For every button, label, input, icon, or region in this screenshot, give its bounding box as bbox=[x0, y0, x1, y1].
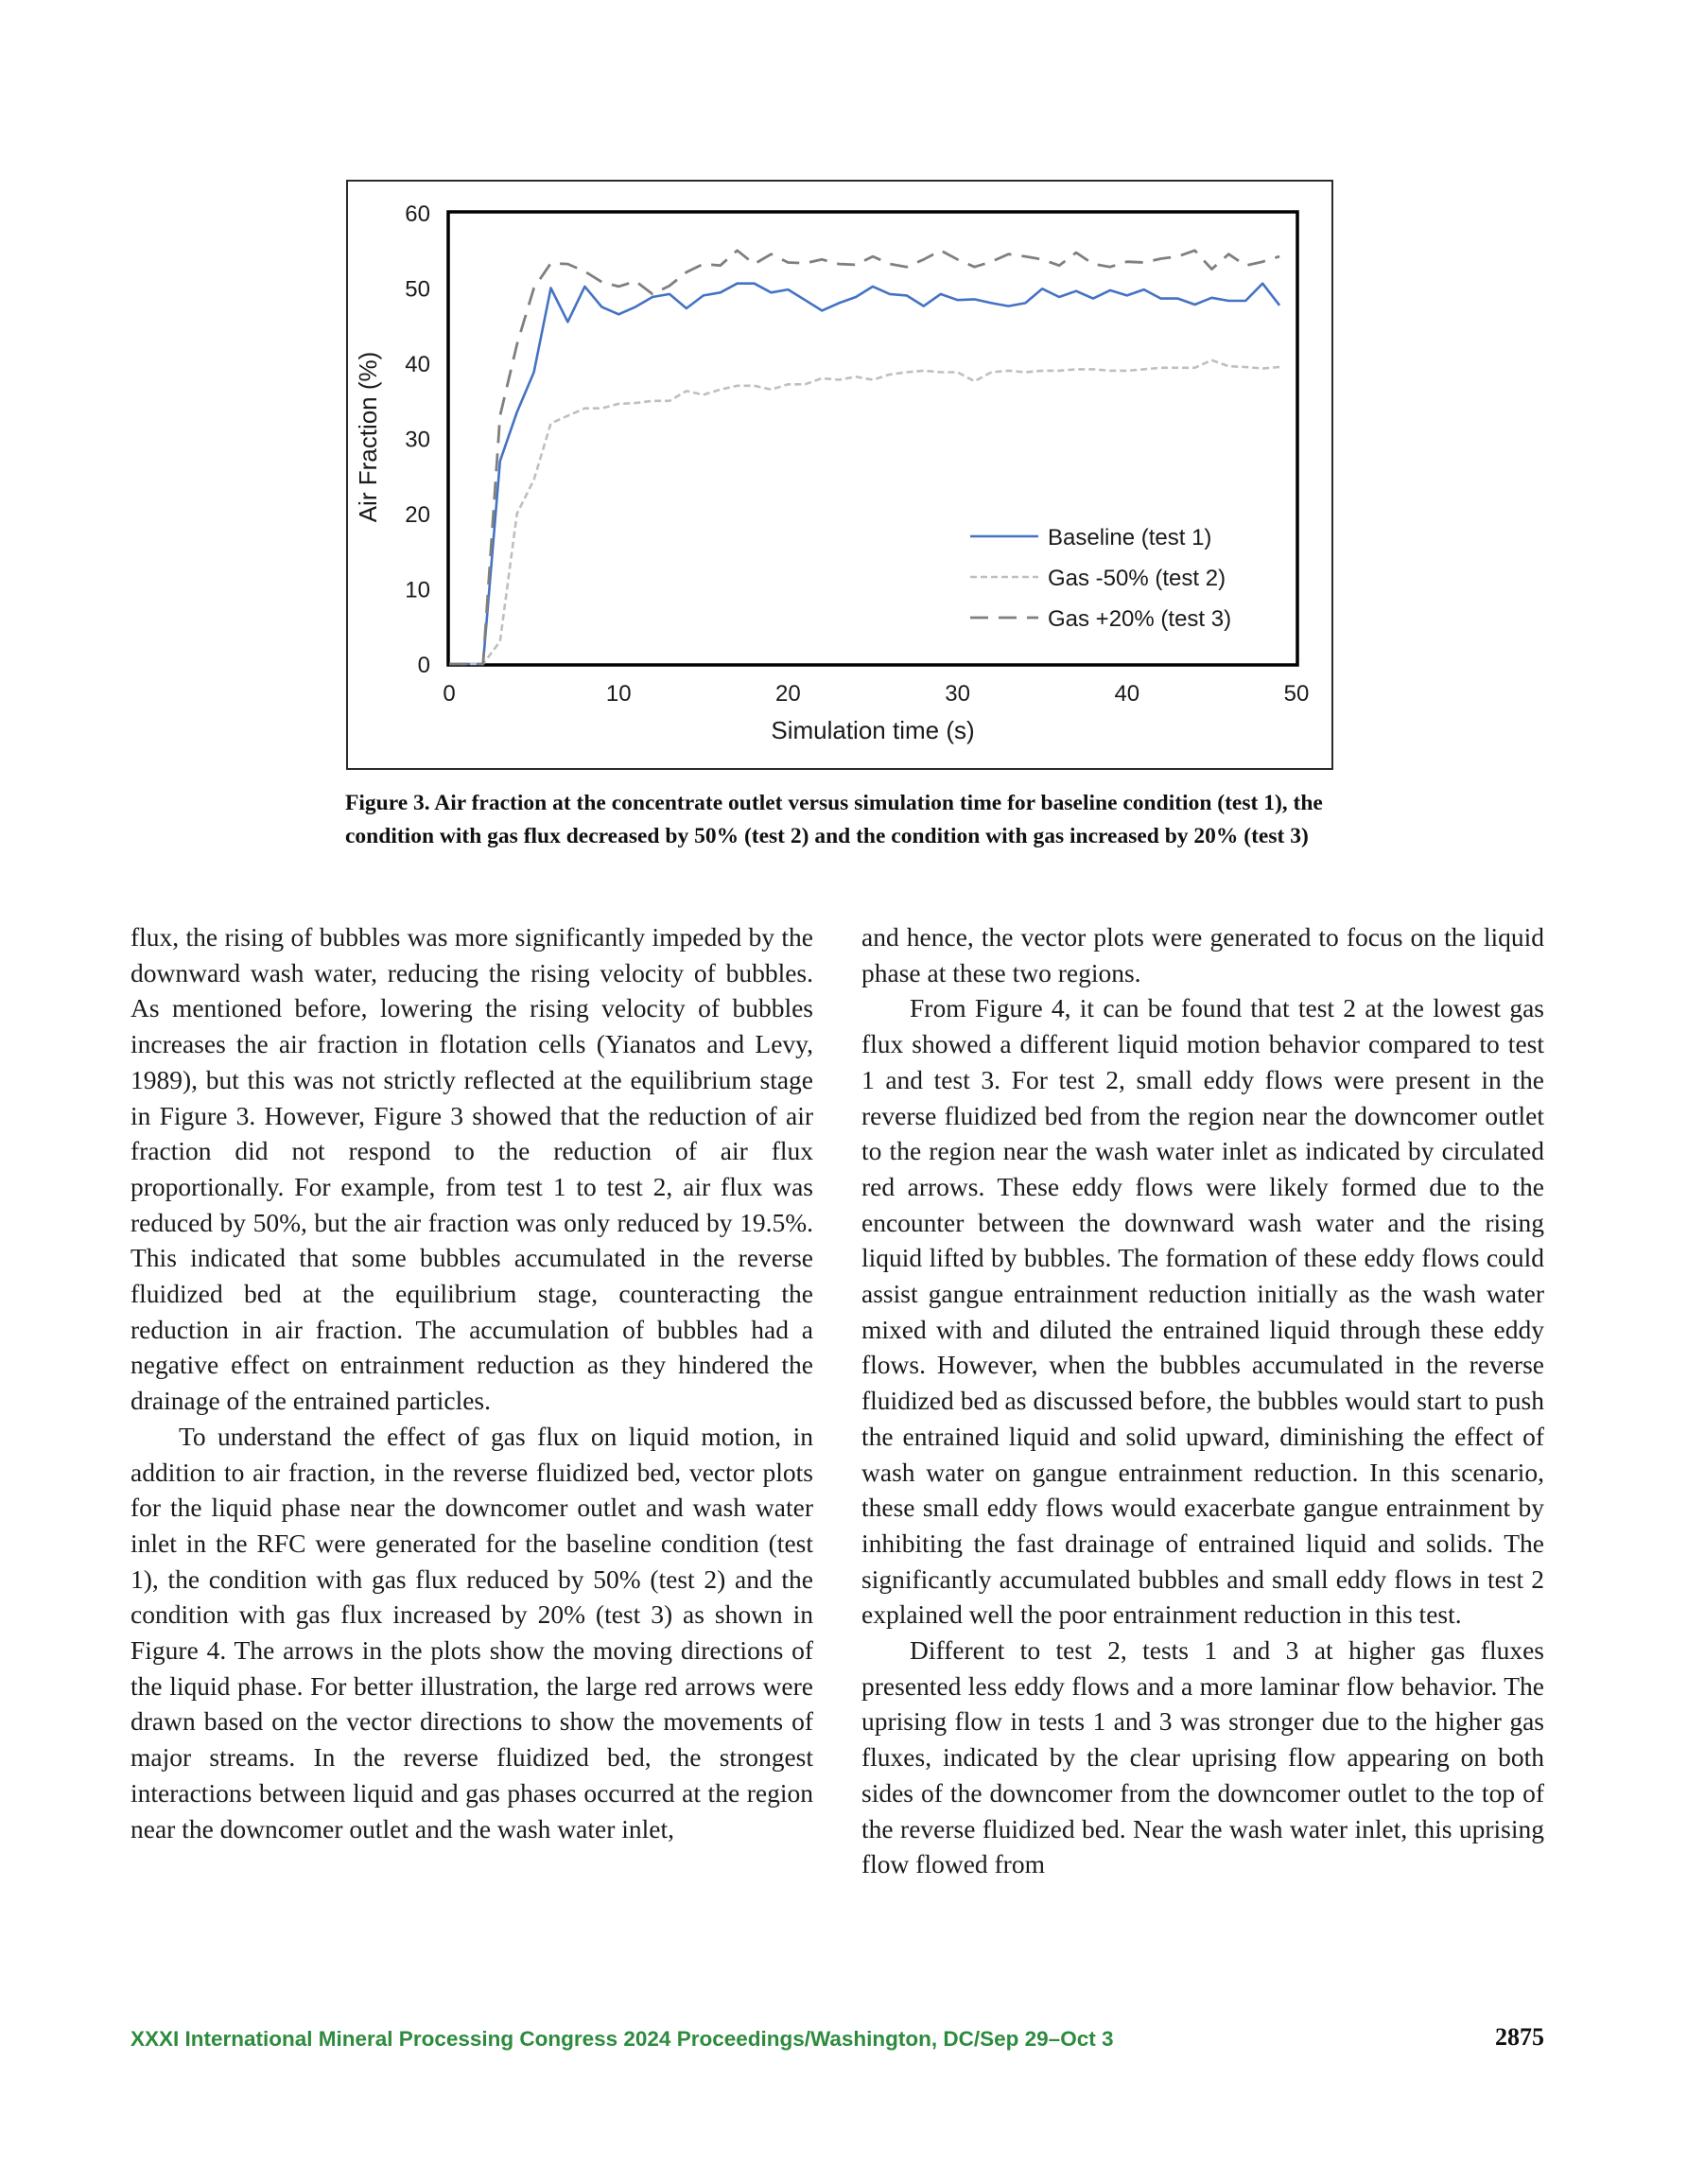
paragraph: From Figure 4, it can be found that test 2 at the lowest gas flux showed a different liquid motion behavior compared to test 1 and test 3. For test 2, small eddy flows were present in the reverse fluidized bed from the region near the downcomer outlet to the region near the wash water inlet as indicated by circulated red arrows. These eddy flows were likely formed due to the encounter between the downward wash water and the rising liquid lifted by bubbles. The formation of these eddy flows could assist gangue entrainment reduction initially as the wash water mixed with and diluted the entrained liquid through these eddy flows. However, when the bubbles accumulated in the reverse fluidized bed as discussed before, the bubbles would start to push the entrained liquid and solid upward, diminishing the effect of wash water on gangue entrainment reduction. In this scenario, these small eddy flows would exacerbate gangue entrainment by inhibiting the fast drainage of entrained liquid and solids. The significantly accumulated bubbles and small eddy flows in test 2 explained well the poor entrainment reduction in this test. bbox=[861, 993, 1544, 1630]
figure-caption: Figure 3. Air fraction at the concentrate outlet versus simulation time for baseline condition (test 1), the condition with gas flux decreased by 50% (test 2) and the condition with gas increased by 20% (test 3) bbox=[345, 791, 1323, 848]
series-line-test-3 bbox=[449, 251, 1279, 664]
x-tick-label: 50 bbox=[1283, 681, 1310, 707]
paragraph: Different to test 2, tests 1 and 3 at higher gas fluxes presented less eddy flows and a more laminar flow behavior. The uprising flow in tests 1 and 3 was stronger due to the higher gas fluxes, indicated by the clear uprising flow appearing on both sides of the downcomer from the downcomer outlet to the top of the reverse fluidized bed. Near the wash water inlet, this uprising flow flowed from bbox=[861, 1635, 1544, 1879]
chart-legend bbox=[970, 525, 1231, 632]
page-number: 2875 bbox=[1495, 2023, 1544, 2051]
y-tick-label: 60 bbox=[405, 201, 430, 227]
proceedings-footer: XXXI International Mineral Processing Congress 2024 Proceedings/Washington, DC/Sep 29–Oct 3 bbox=[130, 2027, 1114, 2051]
paragraph: and hence, the vector plots were generated to focus on the liquid phase at these two regions. bbox=[861, 922, 1544, 987]
y-tick-label: 30 bbox=[405, 427, 430, 453]
x-tick-label: 20 bbox=[775, 681, 801, 707]
x-tick-label: 10 bbox=[605, 681, 632, 707]
y-tick-label: 50 bbox=[405, 276, 430, 303]
legend-label: Baseline (test 1) bbox=[1048, 525, 1212, 550]
x-tick-label: 40 bbox=[1114, 681, 1140, 707]
x-tick-label: 0 bbox=[443, 681, 456, 707]
legend-label: Gas -50% (test 2) bbox=[1048, 566, 1226, 591]
air-fraction-chart bbox=[348, 182, 1331, 768]
y-tick-label: 40 bbox=[405, 352, 430, 377]
x-axis-label: Simulation time (s) bbox=[771, 716, 975, 744]
y-tick-label: 0 bbox=[417, 653, 430, 678]
paragraph: flux, the rising of bubbles was more significantly impeded by the downward wash water, reducing the rising velocity of bubbles. As mentioned before, lowering the rising velocity of bubbles increases the air fraction in flotation cells (Yianatos and Levy, 1989), but this was not strictly reflected at the equilibrium stage in Figure 3. However, Figure 3 showed that the reduction of air fraction did not respond to the reduction of air flux proportionally. For example, from test 1 to test 2, air flux was reduced by 50%, but the air fraction was only reduced by 19.5%. This indicated that some bubbles accumulated in the reverse fluidized bed at the equilibrium stage, counteracting the reduction in air fraction. The accumulation of bubbles had a negative effect on entrainment reduction as they hindered the drainage of the entrained particles. bbox=[130, 922, 813, 1416]
figure-3-chart bbox=[346, 180, 1333, 770]
y-tick-label: 20 bbox=[405, 502, 430, 528]
right-text-column bbox=[861, 919, 1544, 1882]
legend-label: Gas +20% (test 3) bbox=[1048, 606, 1232, 632]
paragraph: To understand the effect of gas flux on liquid motion, in addition to air fraction, in the reverse fluidized bed, vector plots for the liquid phase near the downcomer outlet and wash water inlet in the RFC were generated for the baseline condition (test 1), the condition with gas flux reduced by 50% (test 2) and the condition with gas flux increased by 20% (test 3) as shown in Figure 4. The arrows in the plots show the moving directions of the liquid phase. For better illustration, the large red arrows were drawn based on the vector directions to show the movements of major streams. In the reverse fluidized bed, the strongest interactions between liquid and gas phases occurred at the region near the downcomer outlet and the wash water inlet, bbox=[130, 1421, 813, 1843]
x-tick-label: 30 bbox=[945, 681, 970, 707]
y-tick-label: 10 bbox=[405, 577, 430, 603]
y-axis-label: Air Fraction (%) bbox=[354, 351, 382, 523]
plot-area-border bbox=[448, 212, 1297, 665]
left-text-column bbox=[130, 919, 813, 1846]
